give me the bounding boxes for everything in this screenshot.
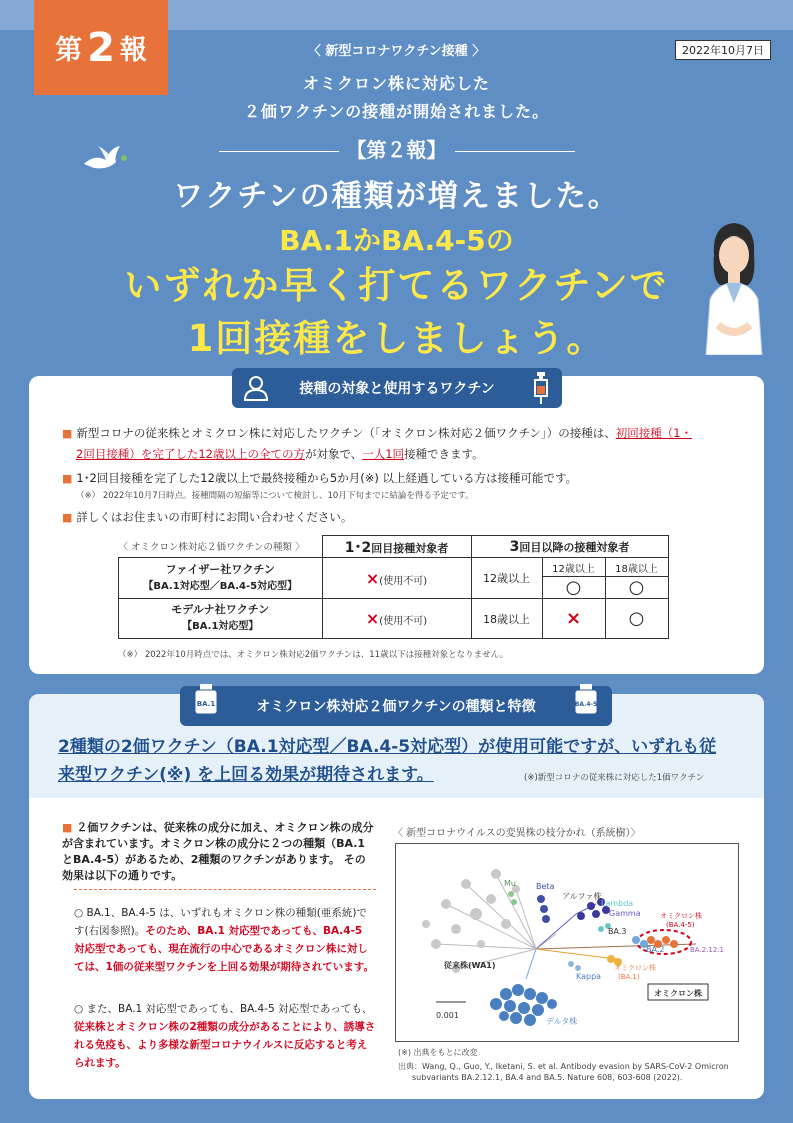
col-head-2-rest: 回目以降の接種対象者 (519, 540, 630, 554)
col-head-1 (322, 536, 471, 558)
vaccine-table (118, 535, 669, 639)
lead-line-1: 2種類の2価ワクチン（BA.1対応型／BA.4-5対応型）が使用可能ですが、いずれも従 (58, 737, 717, 757)
main-headline: ワクチンの種類が増えました。 (173, 179, 620, 214)
tree-label-omicron-box: オミクロン株 (654, 989, 702, 998)
yellow-line-1: BA.1かBA.4-5の (279, 224, 514, 257)
badge-pre: 第 (55, 35, 83, 66)
yellow-line-2: いずれか早く打てるワクチンで (124, 264, 669, 307)
row-moderna-c1 (322, 599, 471, 639)
pfizer-name: ファイザー社ワクチン (165, 562, 275, 576)
effect-para-1-red: そのため、BA.1 対応型であっても、BA.4-5 対応型であっても、現在流行の中心であるオミクロン株に対しては、1価の従来型ワクチンを上回る効果が期待されています。 (74, 925, 374, 973)
source-citation-1: 出典：Wang, Q., Guo, Y., Iketani, S. et al. Antibody evasion by SARS-CoV-2 Omicron (398, 1062, 729, 1071)
row-pfizer-name (119, 558, 323, 599)
effect-para-2-red: 従来株とオミクロン株の2種類の成分があることにより、誘導される免疫も、より多様な新型コロナウイルスに反応すると考えられます。 (74, 1021, 376, 1069)
issue-date: 2022年10月7日 (675, 40, 771, 60)
note-age: （※） 2022年10月時点では、オミクロン株対応2価ワクチンは、11歳以下は接種対象となりません。 (118, 650, 509, 660)
syringe-icon (528, 370, 554, 406)
tree-label-alpha: アルファ株 (562, 892, 602, 901)
bivalent-explain-text: ２価ワクチンは、従来株の成分に加え、オミクロン株の成分が含まれています。オミクロン株の成分に２つの種類（BA.1とBA.4-5）があるため、2種類のワクチンがあります。 その効果は以下の通りです。 (62, 821, 374, 882)
pfizer-cross: × (365, 568, 380, 588)
tree-label-ba212: BA.2.12.1 (690, 946, 724, 954)
bullet-interval-text: 1･2回目接種を完了した12歳以上で最終接種から5か月(※) 以上経過している方は接種可能です。 (76, 471, 578, 485)
subtitle-line-2: ２価ワクチンの接種が開始されました。 (243, 102, 550, 121)
moderna-18-mark: ○ (605, 599, 668, 639)
bullet-target: ■ 新型コロナの従来株とオミクロン株に対応したワクチン（「オミクロン株対応２価ワクチン」）の接種は、初回接種（1・ 2回目接種）を完了した12歳以上の全ての方が対象で、一人1回接種できます。 (62, 426, 693, 461)
col-head-2 (471, 536, 668, 558)
col-head-1-big: 1･2 (344, 539, 372, 556)
bullet-target-red-2: 2回目接種）を完了した12歳以上の全ての方 (76, 447, 305, 461)
effect-para-2-a: ○ また、BA.1 対応型であっても、BA.4-5 対応型であっても、 (74, 1003, 373, 1015)
tree-label-omicron-2: オミクロン株 (614, 964, 656, 972)
pfizer-type: 【BA.1対応型／BA.4-5対応型】 (143, 580, 298, 592)
doctor-illustration (698, 215, 770, 355)
bullet-target-text-c: 接種できます。 (404, 447, 484, 461)
bullet-target-red-1: 初回接種（1・ (615, 426, 693, 440)
vaccine-table-wrap (118, 535, 669, 639)
row-pfizer-c1 (322, 558, 471, 599)
section-types-title: オミクロン株対応２価ワクチンの種類と特徴 (256, 699, 536, 715)
col-head-2-big: 3 (509, 538, 520, 555)
bullet-interval: ■ 1･2回目接種を完了した12歳以上で最終接種から5か月(※) 以上経過している方は接種可能です。 (62, 471, 578, 485)
lead-note: (※)新型コロナの従来株に対応した1価ワクチン (524, 773, 705, 783)
sub-head-18: 18歳以上 (605, 558, 668, 577)
tree-label-wa1: 従来株(WA1) (444, 961, 496, 970)
vial-ba1-label: BA.1 (196, 700, 216, 708)
pfizer-age: 12歳以上 (471, 558, 542, 599)
tree-svg (396, 844, 738, 1041)
moderna-cross: × (365, 609, 380, 628)
table-corner: 〈 オミクロン株対応２価ワクチンの種類 〉 (119, 536, 323, 558)
tree-label-beta: Beta (536, 882, 555, 891)
tree-label-ba2: BA.2 (646, 945, 665, 954)
dove-icon (80, 138, 128, 174)
bullet-target-text-a: 新型コロナの従来株とオミクロン株に対応したワクチン（「オミクロン株対応２価ワクチン」）の接種は、 (76, 426, 616, 440)
tree-label-kappa: Kappa (576, 972, 602, 981)
bullet-target-red-3: 一人1回 (362, 447, 405, 461)
lead-line-2: 来型ワクチン(※) を上回る効果が期待されます。 (58, 765, 434, 785)
effect-para-1 (74, 904, 376, 976)
tree-scale-label: 0.001 (436, 1011, 459, 1020)
tree-label-ba45: (BA.4-5) (666, 921, 695, 929)
col-head-1-rest: 回目接種対象者 (371, 541, 449, 555)
badge-post: 報 (119, 35, 147, 66)
pfizer-18-mark: ○ (605, 577, 668, 599)
tree-label-ba1: (BA.1) (618, 973, 640, 981)
vial-ba45-label: BA.4-5 (574, 701, 598, 708)
tree-label-gamma: Gamma (609, 909, 641, 918)
moderna-12-mark: × (542, 599, 605, 639)
row-moderna-name (119, 599, 323, 639)
tree-title: 〈 新型コロナウイルスの変異株の枝分かれ（系統樹）〉 (393, 828, 641, 839)
moderna-type: 【BA.1対応型】 (182, 621, 259, 632)
moderna-name: モデルナ社ワクチン (171, 603, 270, 616)
tree-label-delta: デルタ株 (546, 1017, 578, 1026)
dashed-divider (74, 889, 376, 890)
tree-label-lambda: Lambda (601, 899, 634, 908)
moderna-age: 18歳以上 (471, 599, 542, 639)
bivalent-explain: ■ ２価ワクチンは、従来株の成分に加え、オミクロン株の成分が含まれています。オミクロン株の成分に２つの種類（BA.1とBA.4-5）があるため、2種類のワクチンがあります。 その効果は以下の通りです。 (62, 821, 374, 882)
yellow-line-3: 1回接種をしましょう。 (187, 317, 606, 360)
report-label: 【第２報】 (346, 138, 447, 162)
category-label: 〈 新型コロナワクチン接種 〉 (307, 44, 486, 59)
pfizer-12-mark: ○ (542, 577, 605, 599)
sub-head-12: 12歳以上 (542, 558, 605, 577)
pfizer-c1-text: (使用不可) (379, 575, 428, 587)
tree-label-mu: Mu (504, 879, 516, 888)
subtitle-line-1: オミクロン株に対応した (302, 74, 490, 93)
vial-ba45-icon (572, 682, 600, 716)
tree-label-omicron: オミクロン株 (660, 912, 702, 920)
bullet-inquiry-text: 詳しくはお住まいの市町村にお問い合わせください。 (76, 510, 353, 524)
note-interval: （※） 2022年10月7日時点。接種間隔の短縮等について検討し、10月下旬までに結論を得る予定です。 (76, 491, 474, 501)
effect-para-2 (74, 1000, 376, 1072)
person-icon (242, 374, 270, 402)
tree-label-ba3: BA.3 (608, 927, 627, 936)
section-types-header (180, 686, 612, 726)
moderna-c1-text: (使用不可) (379, 616, 428, 627)
section-target-title: 接種の対象と使用するワクチン (299, 381, 495, 397)
bullet-target-text-b: が対象で、 (304, 447, 363, 461)
source-citation-2: subvariants BA.2.12.1, BA.4 and BA.5. Nature 608, 603-608 (2022). (412, 1073, 683, 1082)
vial-ba1-icon (192, 682, 220, 716)
section-target-header (232, 368, 562, 408)
source-note: (※) 出典をもとに改変 (398, 1048, 478, 1057)
bullet-inquiry: ■ 詳しくはお住まいの市町村にお問い合わせください。 (62, 510, 353, 524)
effect-para-1-a: ○ BA.1、BA.4-5 は、いずれもオミクロン株の種類(亜系統)です(右図参照)。 (74, 907, 367, 937)
badge-number: 2 (87, 24, 115, 71)
phylogenetic-tree (395, 843, 739, 1042)
